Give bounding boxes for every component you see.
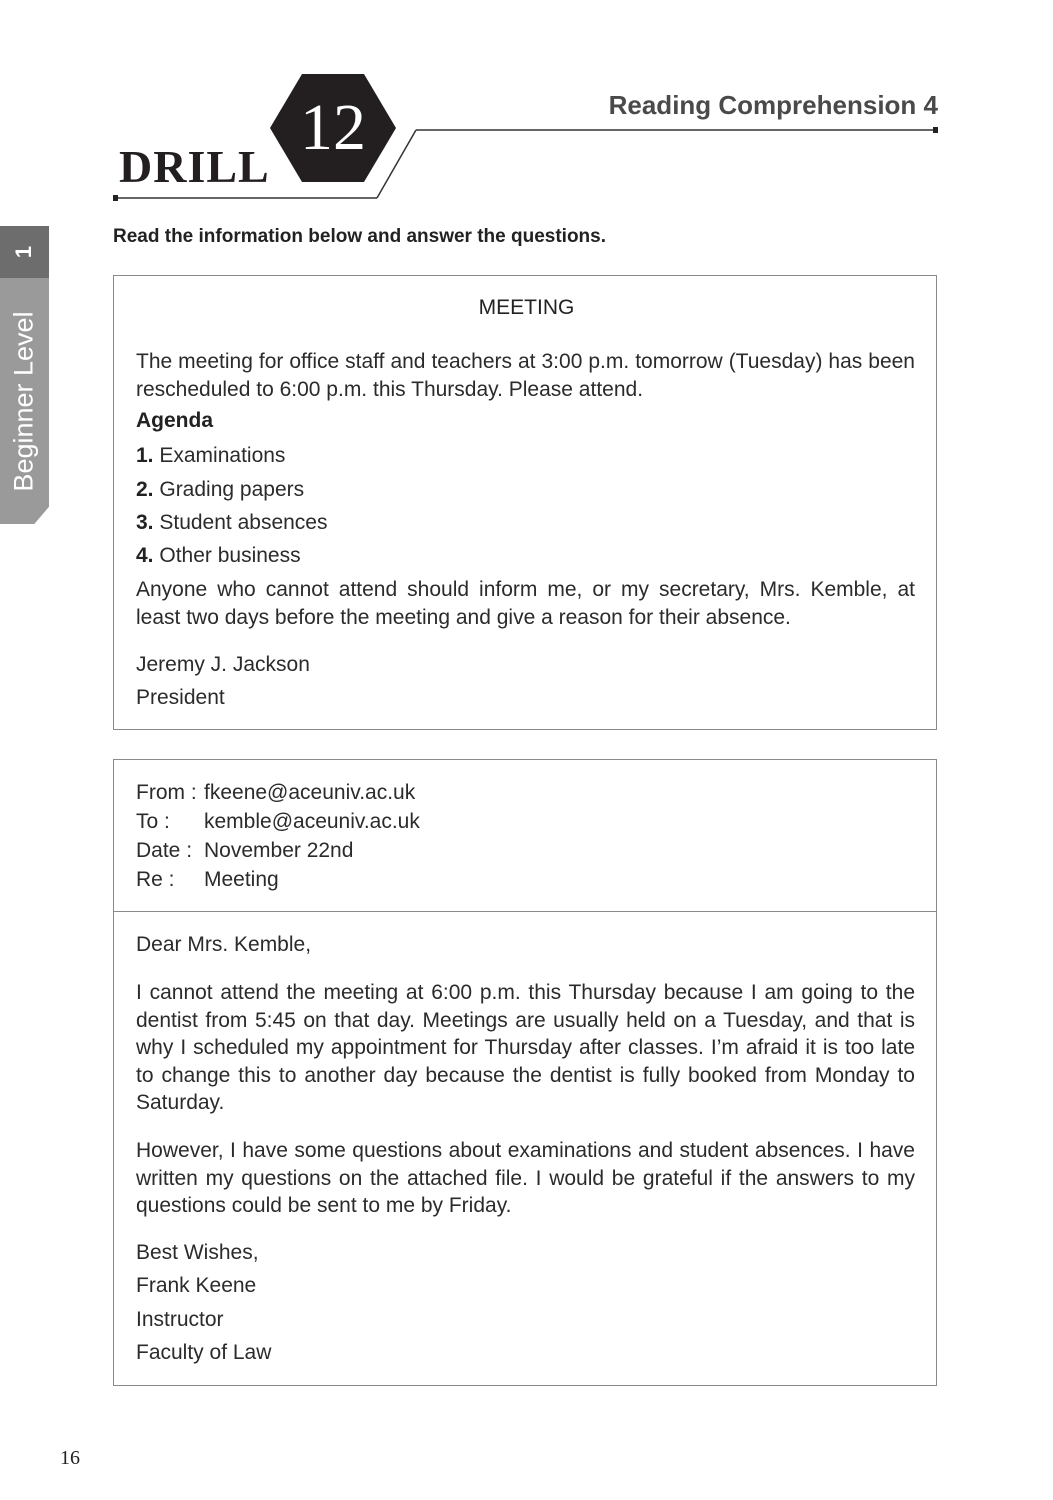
date-value: November 22nd bbox=[204, 839, 354, 862]
sender-faculty: Faculty of Law bbox=[136, 1341, 272, 1364]
agenda-item-number: 2. bbox=[136, 478, 154, 501]
date-label: Date : bbox=[136, 839, 193, 862]
sender-title: Instructor bbox=[136, 1308, 224, 1331]
agenda-item bbox=[136, 442, 285, 470]
from-label: From : bbox=[136, 781, 197, 804]
agenda-item-number: 3. bbox=[136, 511, 154, 534]
to-label: To : bbox=[136, 810, 170, 833]
agenda-item bbox=[136, 542, 301, 570]
meeting-intro: The meeting for office staff and teachers at 3:00 p.m. tomorrow (Tuesday) has been rescheduled to 6:00 p.m. this Thursday. Please attend. bbox=[136, 350, 915, 401]
agenda-item-text: Grading papers bbox=[159, 478, 305, 501]
meeting-title: MEETING bbox=[478, 296, 575, 319]
email-paragraph: I cannot attend the meeting at 6:00 p.m. this Thursday because I am going to the dentist from 5:45 on that day. Meetings are usually held on a Tuesday, and that is why I scheduled my appointment for Thursday after classes. I’m afraid it is too late to change this to another day because the dentist is fully booked from Monday to Saturday. bbox=[136, 981, 915, 1114]
email-greeting: Dear Mrs. Kemble, bbox=[136, 933, 312, 956]
agenda-item bbox=[136, 509, 327, 537]
side-tab bbox=[0, 226, 49, 524]
meeting-notice: Anyone who cannot attend should inform me, or my secretary, Mrs. Kemble, at least two days before the meeting and give a reason for their absence. bbox=[136, 578, 915, 629]
signature-name: Jeremy J. Jackson bbox=[136, 653, 310, 676]
level-number-text: 1 bbox=[11, 245, 37, 259]
agenda-item-number: 1. bbox=[136, 444, 154, 467]
re-label: Re : bbox=[136, 868, 175, 891]
re-value: Meeting bbox=[204, 868, 279, 891]
level-number bbox=[0, 226, 49, 278]
signature-title: President bbox=[136, 686, 225, 709]
from-value: fkeene@aceuniv.ac.uk bbox=[204, 781, 416, 804]
drill-number: 12 bbox=[300, 91, 366, 164]
page-number: 16 bbox=[60, 1447, 80, 1469]
level-label-text: Beginner Level bbox=[9, 310, 40, 492]
agenda-label: Agenda bbox=[136, 409, 214, 432]
to-value: kemble@aceuniv.ac.uk bbox=[204, 810, 420, 833]
email-closing: Best Wishes, bbox=[136, 1241, 259, 1264]
sender-name: Frank Keene bbox=[136, 1274, 257, 1297]
agenda-item-text: Student absences bbox=[159, 511, 328, 534]
agenda-item-text: Other business bbox=[159, 544, 301, 567]
agenda-item-text: Examinations bbox=[159, 444, 286, 467]
agenda-item-number: 4. bbox=[136, 544, 154, 567]
drill-label: DRILL bbox=[119, 141, 270, 192]
instruction-text: Read the information below and answer the questions. bbox=[113, 226, 607, 247]
email-paragraph: However, I have some questions about examinations and student absences. I have written my questions on the attached file. I would be grateful if the answers to my questions could be sent to me by Friday. bbox=[136, 1139, 915, 1217]
agenda-item bbox=[136, 476, 304, 504]
section-title: Reading Comprehension 4 bbox=[608, 90, 938, 120]
